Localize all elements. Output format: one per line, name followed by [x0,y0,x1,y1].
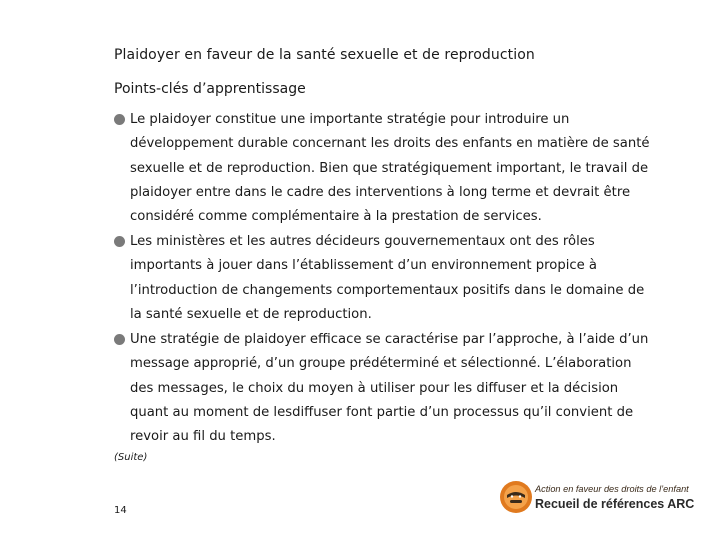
section-subtitle: Points-clés d’apprentissage [114,81,306,97]
continued-note: (Suite) [114,452,148,463]
bullet-line: message approprié, d’un groupe prédéterminé et sélectionné. L’élaboration [130,356,632,372]
bullet-line: importants à jouer dans l’établissement d’un environnement propice à [130,258,597,274]
bullet-line: revoir au fil du temps. [130,429,276,445]
bullet-line: l’introduction de changements comportementaux positifs dans le domaine de [130,282,645,298]
bullet-line: des messages, le choix du moyen à utiliser pour les diffuser et la décision [130,380,619,396]
arc-emblem-icon [499,480,533,514]
logo-tagline: Action en faveur des droits de l’enfant [535,484,689,494]
bullet-line: plaidoyer entre dans le cadre des interventions à long terme et devrait être [130,184,631,200]
page-number: 14 [114,505,127,516]
bullet-line: Les ministères et les autres décideurs gouvernementaux ont des rôles [130,234,595,249]
bullet-item-3 [114,328,686,449]
logo-name: Recueil de références ARC [535,497,695,511]
bullet-item-1 [114,108,686,229]
bullet-line: la santé sexuelle et de reproduction. [130,306,372,322]
arc-logo [499,480,695,520]
bullet-line: sexuelle et de reproduction. Bien que stratégiquement important, le travail de [130,160,649,176]
bullet-dot-icon [114,236,125,247]
bullet-line: Le plaidoyer constitue une importante stratégie pour introduire un [130,112,570,127]
bullet-item-2 [114,230,686,327]
bullet-dot-icon [114,334,125,345]
bullet-line: développement durable concernant les droits des enfants en matière de santé [130,136,650,152]
bullet-dot-icon [114,114,125,125]
bullet-line: considéré comme complémentaire à la prestation de services. [130,209,542,225]
page-title: Plaidoyer en faveur de la santé sexuelle et de reproduction [114,47,535,63]
bullet-line: Une stratégie de plaidoyer efficace se caractérise par l’approche, à l’aide d’un [130,332,649,347]
bullet-line: quant au moment de lesdiffuser font partie d’un processus qu’il convient de [130,404,634,420]
